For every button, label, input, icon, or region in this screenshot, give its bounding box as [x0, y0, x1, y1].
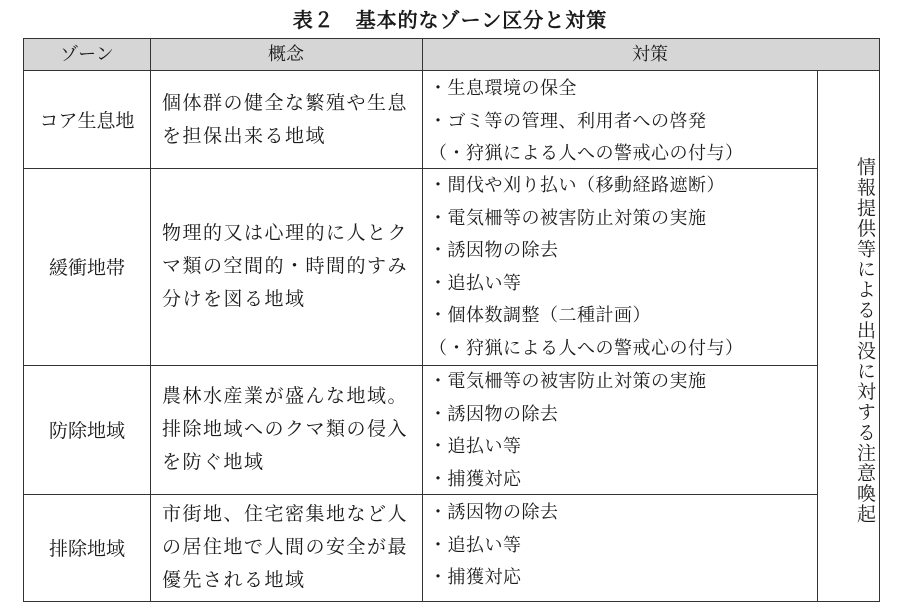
- measure-item: ・電気柵等の被害防止対策の実施: [429, 371, 707, 392]
- measures-list: [429, 73, 817, 171]
- measures-list: [429, 366, 817, 496]
- concept-cell: 市街地、住宅密集地など人の居住地で人間の安全が最優先される地域: [162, 503, 409, 591]
- measure-item: ・誘因物の除去: [429, 502, 559, 523]
- column-divider: [150, 39, 151, 601]
- zone-cell: 排除地域: [48, 538, 125, 560]
- header-zone: ゾーン: [60, 44, 114, 65]
- measure-item: ・捕獲対応: [429, 567, 522, 588]
- concept-cell: 農林水産業が盛んな地域。排除地域へのクマ類の侵入を防ぐ地域: [162, 385, 409, 473]
- measures-list: [429, 497, 817, 595]
- table-title: 表２ 基本的なゾーン区分と対策: [292, 8, 608, 32]
- zone-cell: 緩衝地帯: [48, 257, 125, 279]
- table-header: [24, 39, 879, 71]
- measure-item: ・追払い等: [429, 534, 522, 556]
- measure-item: ・生息環境の保全: [429, 78, 577, 99]
- header-measures: 対策: [632, 44, 668, 65]
- zone-cell: コア生息地: [39, 110, 135, 132]
- header-concept: 概念: [268, 44, 304, 65]
- measure-item: ・追払い等: [429, 272, 522, 294]
- measure-item: （・狩猟による人への警戒心の付与）: [429, 337, 744, 359]
- measure-item: ・ゴミ等の管理、利用者への啓発: [429, 110, 707, 132]
- measure-item: ・追払い等: [429, 436, 522, 457]
- measures-list: [429, 170, 817, 365]
- zone-cell: 防除地域: [48, 420, 125, 442]
- measure-item: ・誘因物の除去: [429, 240, 559, 261]
- zone-table: [23, 38, 880, 602]
- measure-item: ・誘因物の除去: [429, 403, 559, 425]
- concept-cell: 個体群の健全な繁殖や生息を担保出来る地域: [162, 91, 409, 147]
- measure-item: （・狩猟による人への警戒心の付与）: [429, 143, 744, 164]
- side-note: 情報提供等による出没に対する注意喚起: [854, 157, 876, 525]
- column-divider: [817, 71, 818, 601]
- concept-cell: 物理的又は心理的に人とクマ類の空間的・時間的すみ分けを図る地域: [162, 222, 409, 310]
- measure-item: ・捕獲対応: [429, 468, 522, 490]
- measure-item: ・間伐や刈り払い（移動経路遮断）: [429, 175, 725, 196]
- measure-item: ・電気柵等の被害防止対策の実施: [429, 207, 707, 229]
- measure-item: ・個体数調整（二種計画）: [429, 305, 651, 326]
